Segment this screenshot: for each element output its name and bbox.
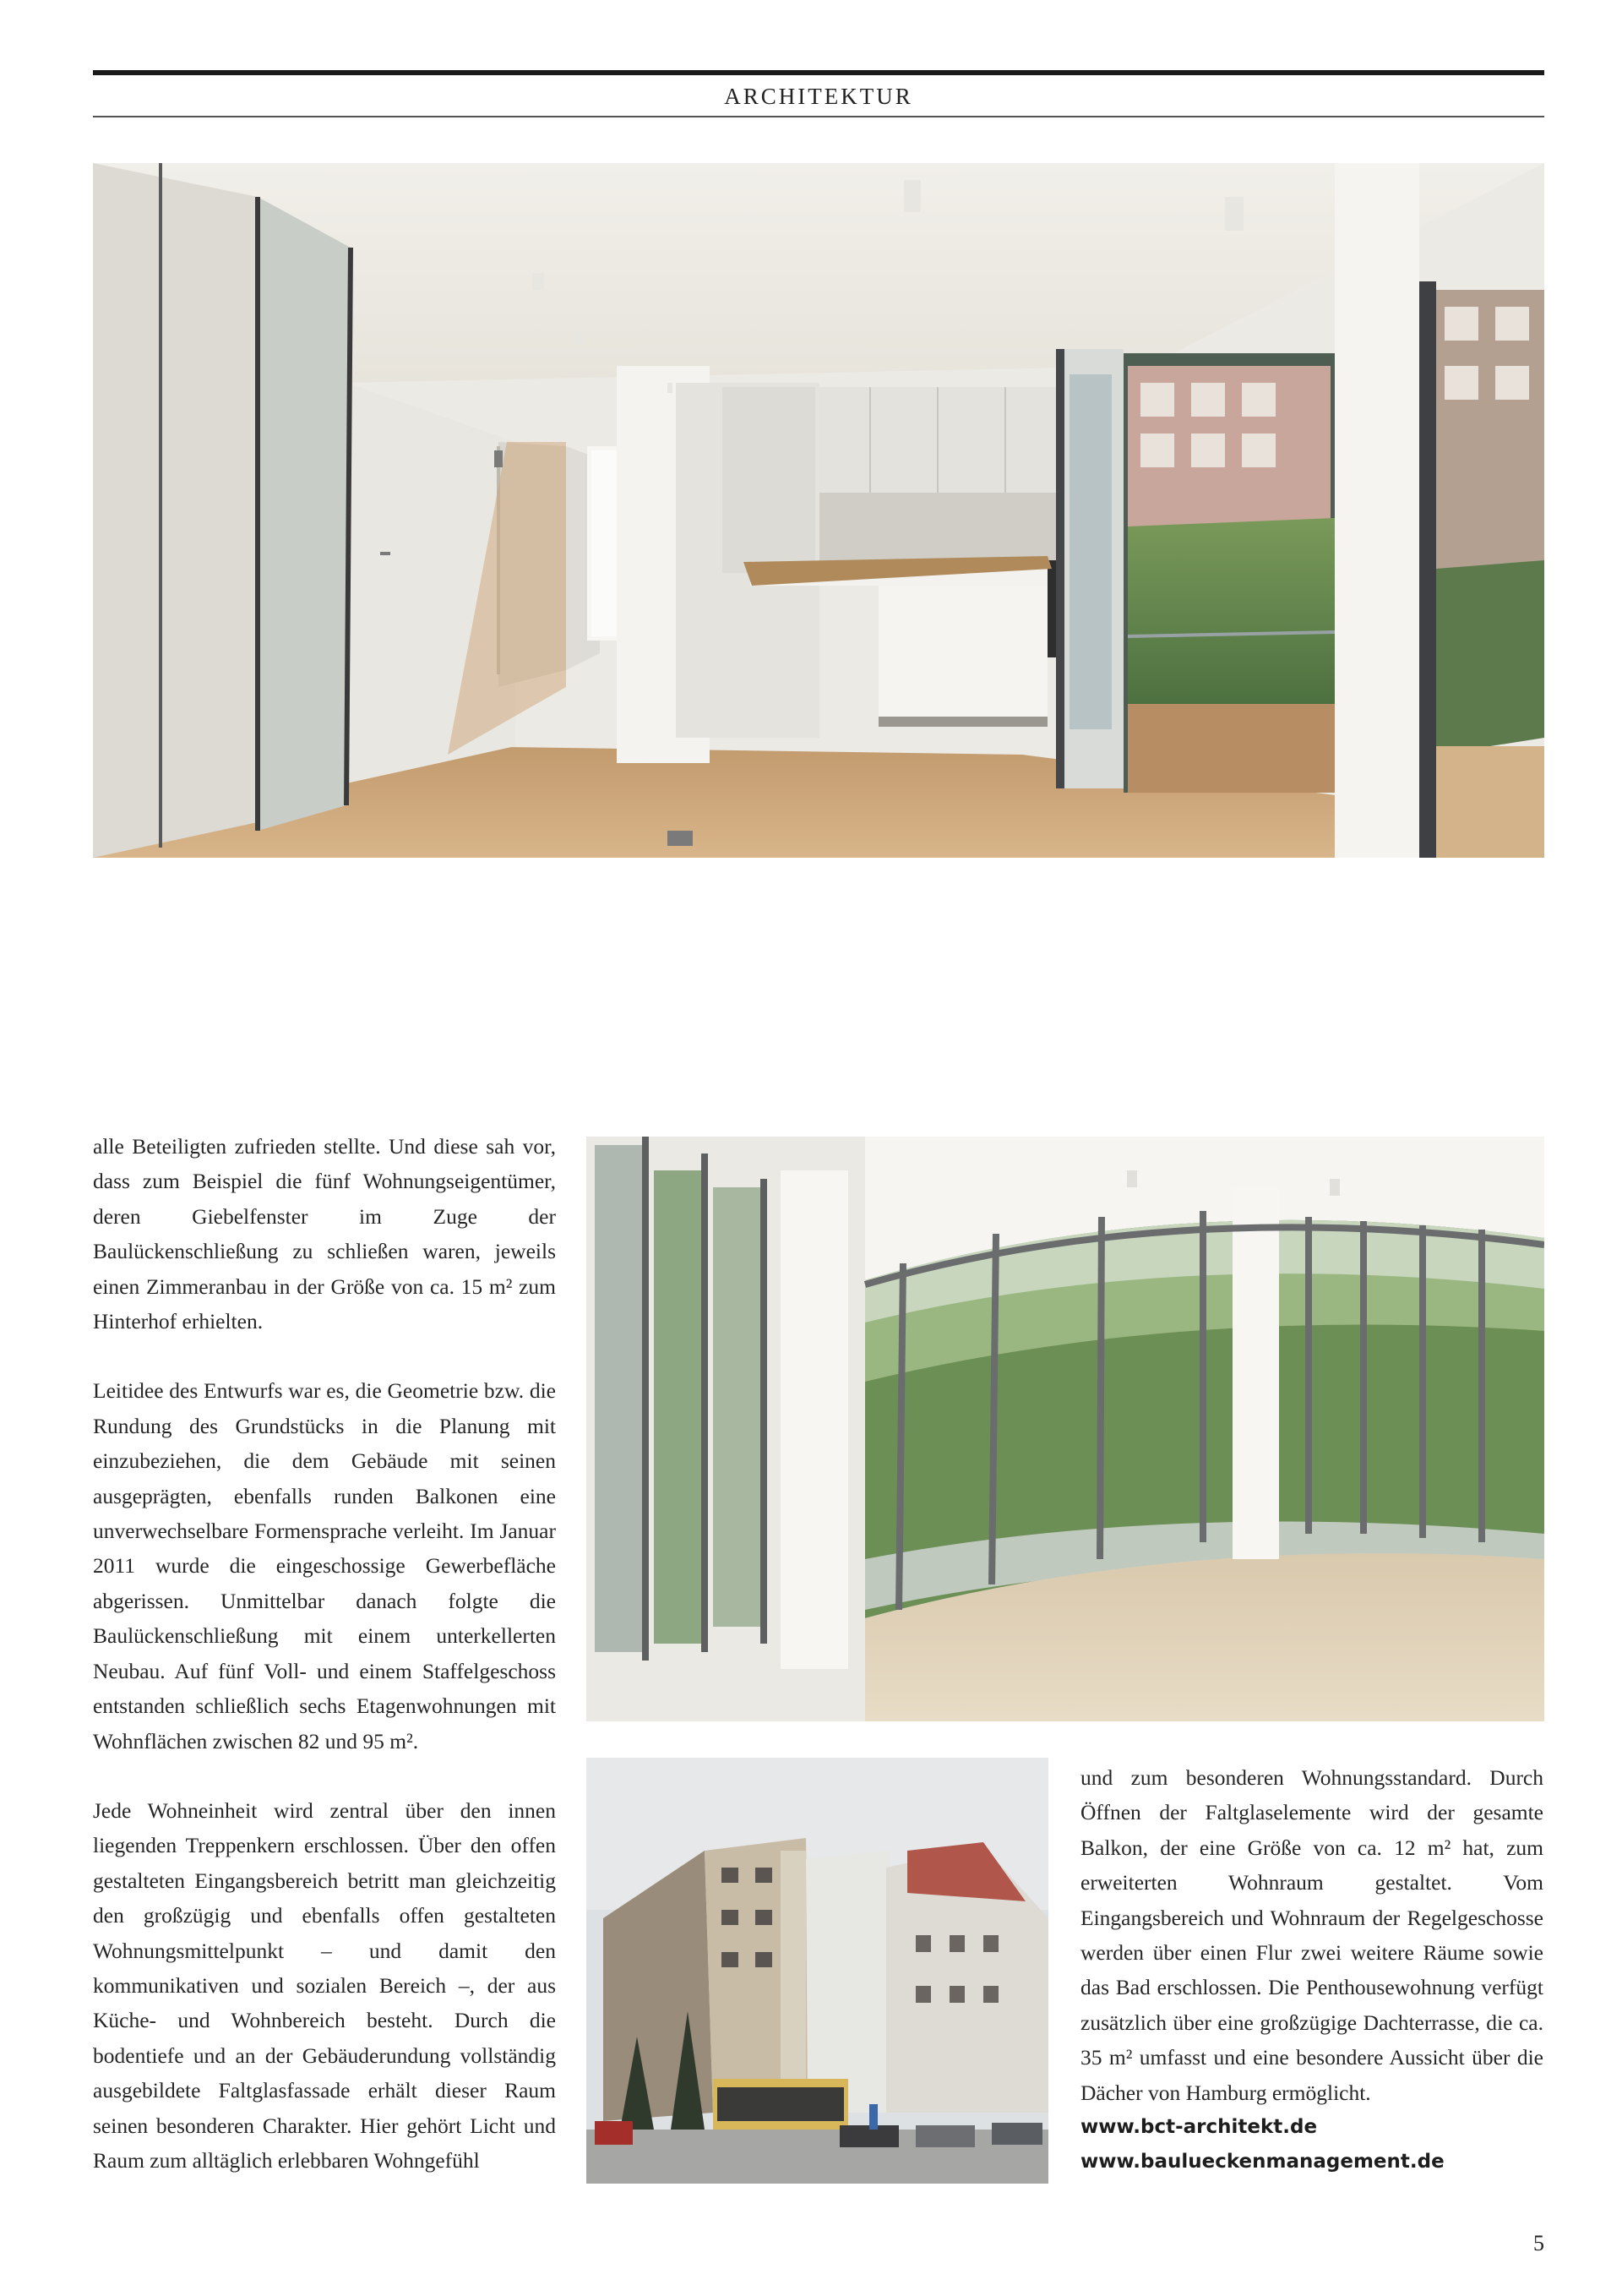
header-rule-bottom bbox=[93, 116, 1544, 117]
paragraph-1: alle Beteiligten zufrieden stellte. Und diese sah vor, dass zum Beispiel die fünf Wohnungseigentümer, deren Giebelfenster im Zuge der Baulückenschließung zu schließen waren, jeweils einen Zimmeranbau in der Größe von ca. 15 m² zum Hinterhof erhielten. bbox=[93, 1134, 556, 1334]
page-number: 5 bbox=[1533, 2231, 1544, 2255]
paragraph-2: Leitidee des Entwurfs war es, die Geometrie bzw. die Rundung des Grundstücks in die Planung mit einzubeziehen, die dem Gebäude mit seinen ausgeprägten, ebenfalls runden Balkonen eine unverwechselbare Formensprache verleiht. Im Januar 2011 wurde die eingeschossige Gewerbefläche abgerissen. Unmittelbar danach folgte die Baulückenschließung mit einem unterkellerten Neubau. Auf fünf Voll- und einem Staffelgeschoss entstanden schließlich sechs Etagenwohnungen mit Wohnflächen zwischen 82 und 95 m². bbox=[93, 1378, 556, 1753]
header-rule-top bbox=[93, 70, 1544, 75]
body-column-right bbox=[1080, 1760, 1543, 2180]
website-link-baulueckenmanagement[interactable]: www.baulueckenmanagement.de bbox=[1080, 2151, 1445, 2173]
curved-glass-facade-interior-photo bbox=[586, 1137, 1544, 1721]
section-label: ARCHITEKTUR bbox=[724, 84, 913, 109]
interior-living-room-photo bbox=[93, 163, 1544, 858]
website-link-bct[interactable]: www.bct-architekt.de bbox=[1080, 2116, 1318, 2139]
building-street-view-photo bbox=[586, 1758, 1048, 2184]
body-column-left bbox=[93, 1129, 556, 2178]
paragraph-3: Jede Wohneinheit wird zentral über den innen liegenden Treppenkern erschlossen. Über den offen gestalteten Eingangsbereich betritt man gleichzeitig den großzügig und ebenfalls offen gestalteten Wohnungsmittelpunkt – und damit den kommunikativen und sozialen Bereich –, der aus Küche- und Wohnbereich besteht. Durch die bodentiefe und an der Gebäuderundung vollständig ausgebildete Faltglasfassade erhält dieser Raum seinen besonderen Charakter. Hier gehört Licht und Raum zum alltäglich erlebbaren Wohngefühl bbox=[93, 1797, 556, 2173]
paragraph-4: und zum besonderen Wohnungsstandard. Durch Öffnen der Faltglaselemente wird der gesamte Balkon, der eine Größe von ca. 12 m² hat, zum erweiterten Wohnraum gestaltet. Vom Eingangsbereich und Wohnraum der Regelgeschosse werden über einen Flur zwei weitere Räume sowie das Bad erschlossen. Die Penthousewohnung verfügt zusätzlich über eine großzügige Dachterrasse, die ca. 35 m² umfasst und eine besondere Aussicht über die Dächer von Hamburg ermöglicht. bbox=[1080, 1765, 1543, 2105]
